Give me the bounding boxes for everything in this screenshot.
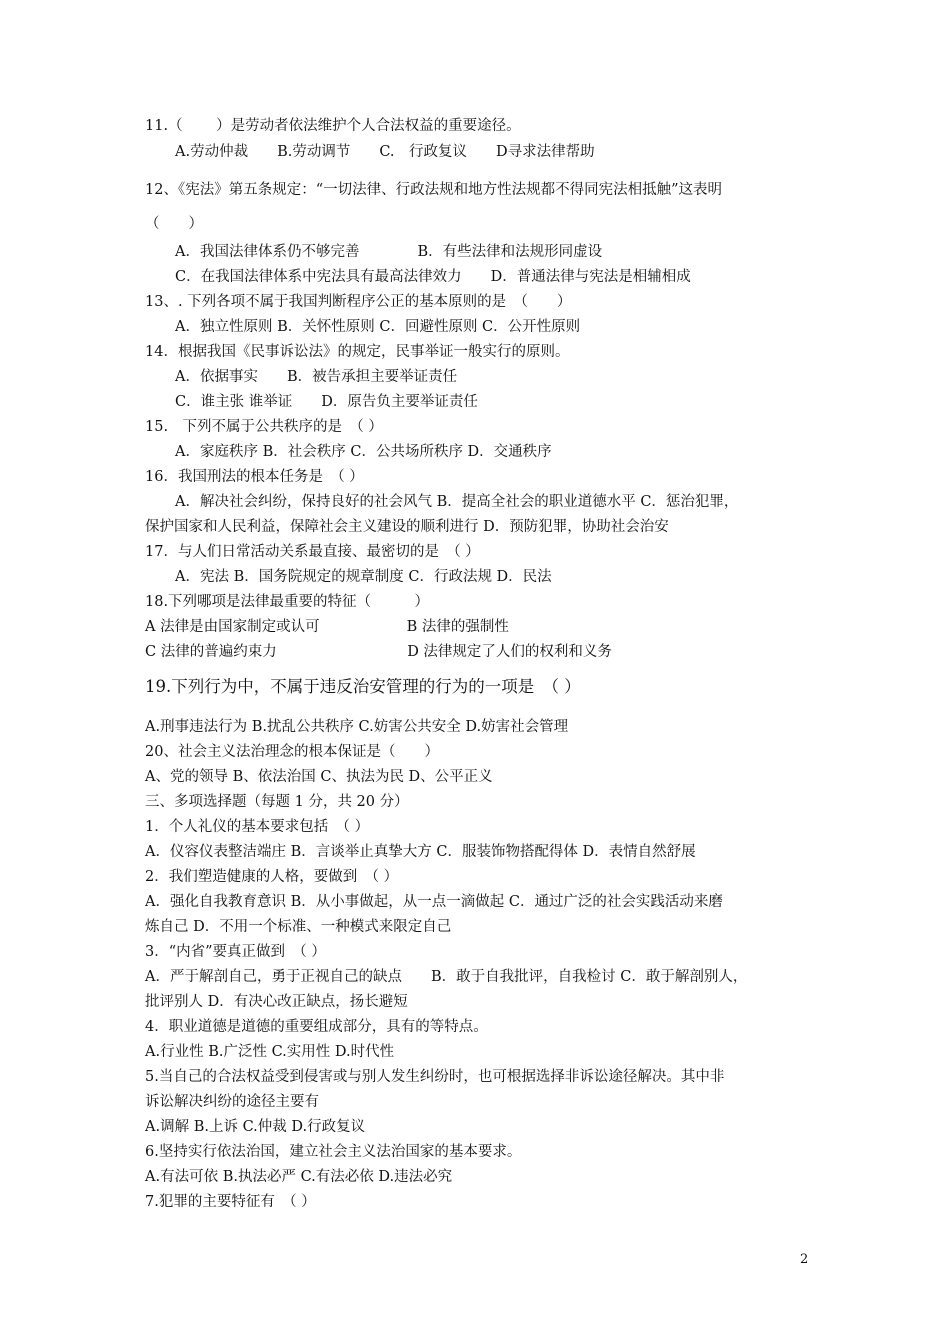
text-line: 16．我国刑法的根本任务是 （ ） xyxy=(145,469,364,485)
page-number: 2 xyxy=(800,1252,809,1267)
text-line: 5.当自己的合法权益受到侵害或与别人发生纠纷时，也可根据选择非诉讼途径解决。其中非 xyxy=(145,1069,725,1085)
text-line: 12、《宪法》第五条规定：“一切法律、行政法规和地方性法规都不得同宪法相抵触”这表明 xyxy=(145,182,723,198)
text-line: 17．与人们日常活动关系最直接、最密切的是 （ ） xyxy=(145,544,480,560)
text-line: 三、多项选择题（每题 1 分，共 20 分） xyxy=(145,794,409,810)
text-line: 7.犯罪的主要特征有 （ ） xyxy=(145,1194,316,1210)
text-line: A．宪法 B．国务院规定的规章制度 C．行政法规 D．民法 xyxy=(175,569,552,585)
text-line: A．家庭秩序 B．社会秩序 C．公共场所秩序 D．交通秩序 xyxy=(175,444,552,460)
text-line: C 法律的普遍约束力 D 法律规定了人们的权利和义务 xyxy=(145,644,612,660)
text-line: 19.下列行为中，不属于违反治安管理的行为的一项是 （ ） xyxy=(145,677,581,696)
text-line: 15. 下列不属于公共秩序的是 （ ） xyxy=(145,419,383,435)
text-line: 3．“内省”要真正做到 （ ） xyxy=(145,944,326,960)
text-line: 20、社会主义法治理念的根本保证是（ ） xyxy=(145,744,439,760)
text-line: A、党的领导 B、依法治国 C、执法为民 D、公平正义 xyxy=(145,769,493,785)
text-line: A.调解 B.上诉 C.仲裁 D.行政复议 xyxy=(145,1119,366,1135)
text-line: 4．职业道德是道德的重要组成部分，具有的等特点。 xyxy=(145,1019,488,1035)
text-line: A．仪容仪表整洁端庄 B．言谈举止真挚大方 C．服装饰物搭配得体 D．表情自然舒展 xyxy=(145,844,696,860)
text-line: C．谁主张 谁举证 D．原告负主要举证责任 xyxy=(175,394,478,410)
text-line: A．独立性原则 B．关怀性原则 C．回避性原则 C．公开性原则 xyxy=(175,319,581,335)
text-line: 1．个人礼仪的基本要求包括 （ ） xyxy=(145,819,370,835)
text-line: A.劳动仲裁 B.劳动调节 C. 行政复议 D寻求法律帮助 xyxy=(175,144,595,160)
text-line: A.刑事违法行为 B.扰乱公共秩序 C.妨害公共安全 D.妨害社会管理 xyxy=(145,719,569,735)
text-line: 18.下列哪项是法律最重要的特征（ ） xyxy=(145,594,430,610)
text-line: 2．我们塑造健康的人格，要做到 （ ） xyxy=(145,869,399,885)
text-line: A.行业性 B.广泛性 C.实用性 D.时代性 xyxy=(145,1044,395,1060)
text-line: 诉讼解决纠纷的途径主要有 xyxy=(145,1094,319,1110)
text-line: （ ） xyxy=(145,216,203,232)
text-line: A．依据事实 B．被告承担主要举证责任 xyxy=(175,369,458,385)
text-line: A．严于解剖自己，勇于正视自己的缺点 B．敢于自我批评，自我检讨 C．敢于解剖别人， xyxy=(145,969,748,985)
text-line: 保护国家和人民利益，保障社会主义建设的顺利进行 D．预防犯罪，协助社会治安 xyxy=(145,519,669,535)
text-line: C．在我国法律体系中宪法具有最高法律效力 D．普通法律与宪法是相辅相成 xyxy=(175,269,691,285)
text-line: A．我国法律体系仍不够完善 B．有些法律和法规形同虚设 xyxy=(175,244,603,260)
text-line: 11.（ ）是劳动者依法维护个人合法权益的重要途径。 xyxy=(145,118,521,134)
text-line: A 法律是由国家制定或认可 B 法律的强制性 xyxy=(145,619,509,635)
text-line: 6.坚持实行依法治国，建立社会主义法治国家的基本要求。 xyxy=(145,1144,522,1160)
text-line: A．强化自我教育意识 B．从小事做起，从一点一滴做起 C．通过广泛的社会实践活动来磨 xyxy=(145,894,723,910)
text-line: 13、. 下列各项不属于我国判断程序公正的基本原则的是 （ ） xyxy=(145,294,572,310)
text-line: 14．根据我国《民事诉讼法》的规定，民事举证一般实行的原则。 xyxy=(145,344,570,360)
text-line: 批评别人 D．有决心改正缺点，扬长避短 xyxy=(145,994,408,1010)
text-line: 炼自己 D．不用一个标准、一种模式来限定自己 xyxy=(145,919,452,935)
text-line: A．解决社会纠纷，保持良好的社会风气 B．提高全社会的职业道德水平 C．惩治犯罪， xyxy=(175,494,739,510)
text-line: A.有法可依 B.执法必严 C.有法必依 D.违法必究 xyxy=(145,1169,453,1185)
